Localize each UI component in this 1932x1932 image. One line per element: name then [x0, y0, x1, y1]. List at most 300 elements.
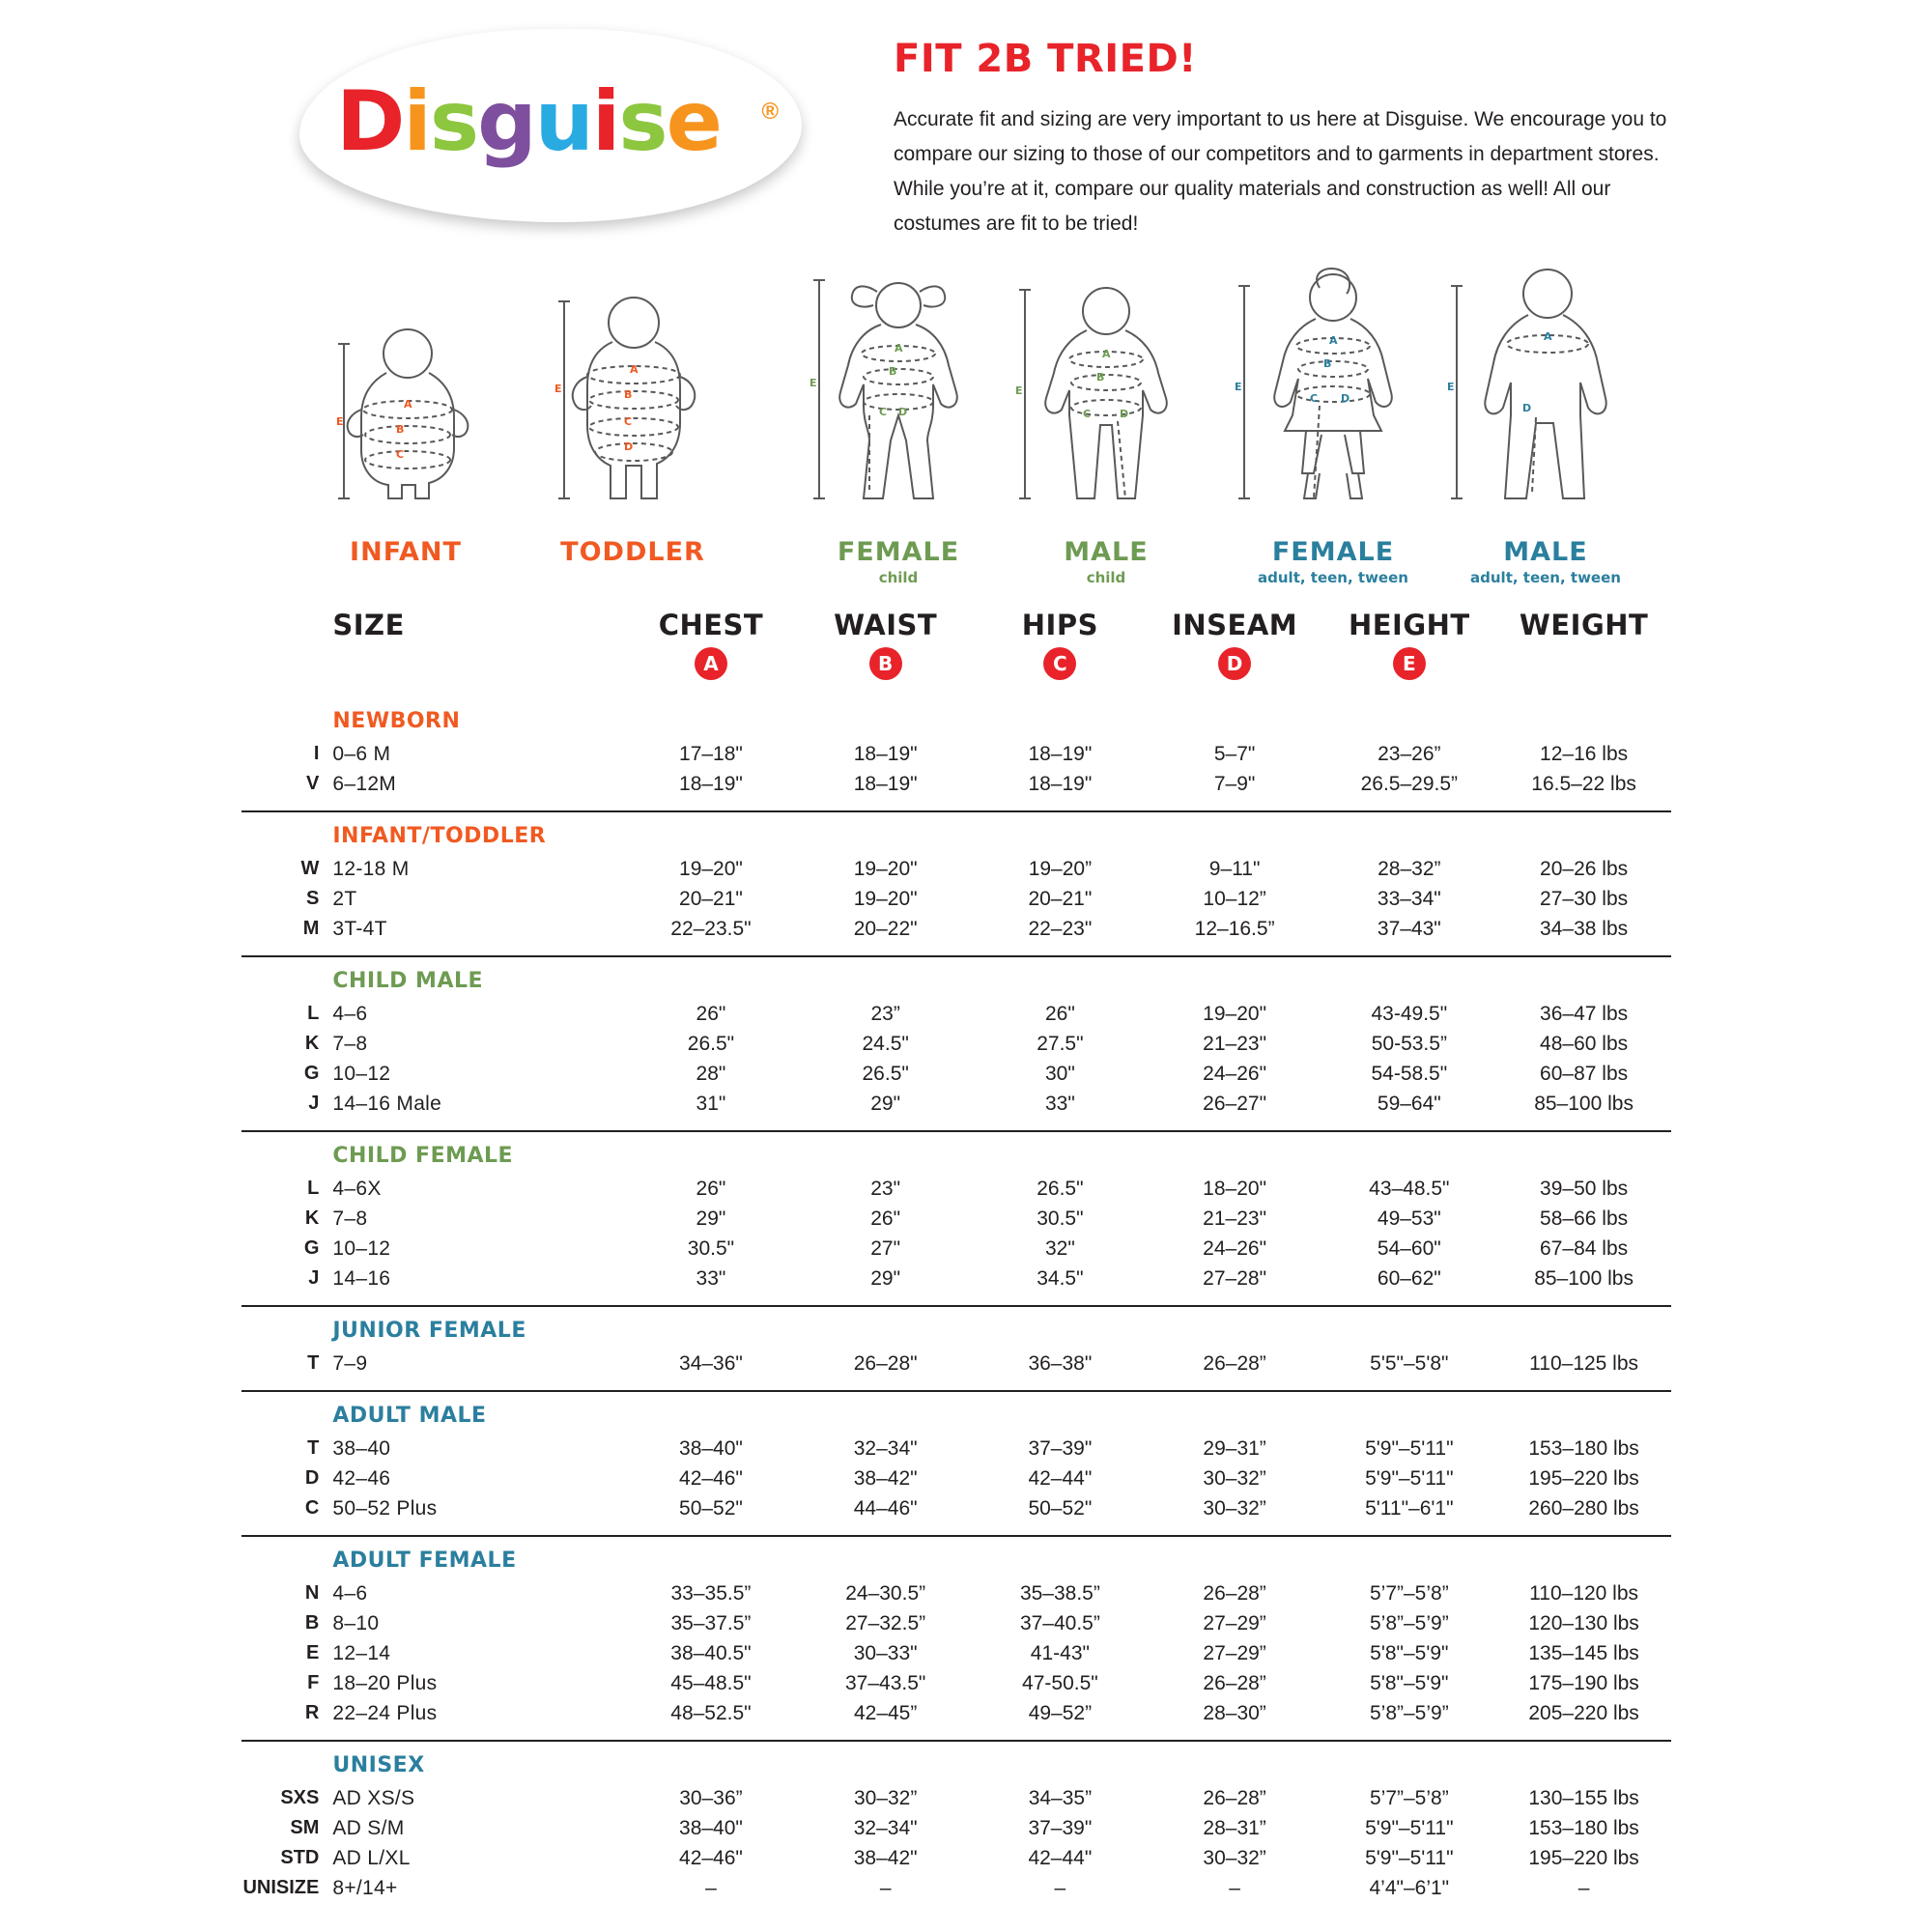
- row-size: 4–6: [332, 1581, 368, 1605]
- table-row: [242, 854, 1671, 884]
- table-row: [242, 1463, 1671, 1493]
- size-table: [242, 609, 1671, 1903]
- table-row: [242, 1578, 1671, 1608]
- svg-text:C: C: [1083, 408, 1092, 420]
- table-group-header: [242, 1741, 1671, 1783]
- row-hips: 30.5": [1037, 1207, 1084, 1230]
- figure-label: FEMALE: [1271, 537, 1395, 567]
- table-row: [242, 999, 1671, 1029]
- group-name: JUNIOR FEMALE: [332, 1319, 526, 1343]
- group-empty-cell: [973, 1391, 1148, 1434]
- table-row: [242, 1434, 1671, 1463]
- group-name: NEWBORN: [332, 709, 461, 733]
- logo-letter: s: [618, 73, 667, 170]
- group-empty-cell: [798, 956, 973, 999]
- row-code: G: [303, 1237, 320, 1259]
- female-adult-illustration: [1227, 251, 1439, 531]
- row-weight: 58–66 lbs: [1540, 1207, 1629, 1230]
- row-inseam: 30–32”: [1203, 1466, 1266, 1490]
- row-code: L: [307, 1003, 320, 1024]
- row-hips: 41-43": [1030, 1641, 1090, 1664]
- table-group-header: [242, 697, 1671, 739]
- badge-cell-hips: [973, 647, 1148, 697]
- row-waist: 26–28": [853, 1351, 918, 1375]
- group-empty-cell: [1148, 1131, 1322, 1174]
- table-row: [242, 1843, 1671, 1873]
- row-code: K: [304, 1208, 320, 1229]
- group-empty-cell: [1321, 1536, 1496, 1578]
- table-group-header: [242, 811, 1671, 854]
- row-waist: 20–22": [853, 917, 918, 940]
- row-chest: 33–35.5”: [670, 1581, 752, 1605]
- row-hips: 37–39": [1028, 1816, 1093, 1839]
- table-badge-row: [242, 647, 1671, 697]
- group-empty-cell: [1148, 1391, 1322, 1434]
- header-height: HEIGHT: [1348, 609, 1470, 641]
- row-size: 10–12: [332, 1062, 391, 1085]
- row-weight: 260–280 lbs: [1528, 1496, 1639, 1520]
- row-size: 8–10: [332, 1611, 380, 1634]
- row-height: 59–64": [1377, 1092, 1441, 1115]
- row-chest: 38–40": [679, 1436, 743, 1460]
- row-size: 12-18 M: [332, 857, 410, 880]
- group-name: ADULT MALE: [332, 1404, 487, 1428]
- logo-letter: e: [666, 73, 721, 170]
- logo-letter: i: [403, 73, 430, 170]
- row-chest: 26": [696, 1002, 726, 1025]
- badge-d: D: [1218, 647, 1251, 680]
- svg-text:B: B: [396, 423, 405, 436]
- row-height: 5’7”–5’8”: [1369, 1581, 1449, 1605]
- row-weight: 67–84 lbs: [1540, 1236, 1629, 1260]
- group-empty-cell: [1148, 697, 1322, 739]
- row-height: 43-49.5": [1371, 1002, 1448, 1025]
- row-height: 28–32”: [1378, 857, 1441, 880]
- group-empty-cell: [973, 697, 1148, 739]
- row-size: 4–6X: [332, 1177, 382, 1200]
- size-table-head: [242, 609, 1671, 697]
- badge-a: A: [695, 647, 727, 680]
- group-separator: [242, 1293, 1671, 1306]
- svg-text:B: B: [1096, 371, 1105, 384]
- row-inseam: 26–28”: [1203, 1671, 1266, 1694]
- row-code: D: [304, 1467, 320, 1489]
- row-chest: 19–20": [679, 857, 743, 880]
- group-empty-cell: [798, 1536, 973, 1578]
- row-height: 50-53.5”: [1371, 1032, 1447, 1055]
- row-waist: 29": [870, 1266, 901, 1290]
- row-chest: 35–37.5”: [670, 1611, 752, 1634]
- page-title: FIT 2B TRIED!: [894, 37, 1197, 81]
- row-height: 26.5–29.5”: [1360, 772, 1459, 795]
- group-name: CHILD FEMALE: [332, 1144, 514, 1168]
- row-inseam: 5–7": [1213, 742, 1256, 765]
- row-waist: 38–42": [853, 1466, 918, 1490]
- group-name: UNISEX: [332, 1753, 425, 1777]
- group-empty-cell: [1321, 1391, 1496, 1434]
- group-empty-cell: [1148, 1741, 1322, 1783]
- logo-letter: u: [534, 73, 592, 170]
- logo-letter: D: [336, 73, 404, 170]
- row-hips: 18–19": [1028, 772, 1093, 795]
- group-empty-cell: [1148, 1536, 1322, 1578]
- row-hips: 32": [1044, 1236, 1075, 1260]
- row-hips: 50–52": [1028, 1496, 1093, 1520]
- group-separator: [242, 1728, 1671, 1741]
- row-height: 5'8"–5'9": [1370, 1641, 1449, 1664]
- row-size: 12–14: [332, 1641, 391, 1664]
- registered-trademark-symbol: ®: [761, 99, 779, 125]
- row-chest: 34–36": [679, 1351, 743, 1375]
- table-group-header: [242, 956, 1671, 999]
- row-waist: 27": [870, 1236, 901, 1260]
- badge-cell-height: [1321, 647, 1496, 697]
- row-hips: 47-50.5": [1022, 1671, 1098, 1694]
- row-height: 5’7”–5’8”: [1369, 1786, 1449, 1809]
- row-size: AD XS/S: [332, 1786, 415, 1809]
- female-child-illustration: [802, 270, 995, 531]
- row-code: N: [304, 1582, 320, 1604]
- row-code: J: [308, 1093, 320, 1114]
- svg-text:E: E: [1235, 381, 1242, 393]
- row-weight: 110–120 lbs: [1529, 1581, 1639, 1605]
- group-empty-cell: [973, 1131, 1148, 1174]
- row-code: T: [307, 1437, 320, 1459]
- figure-sublabel: child: [1086, 569, 1126, 586]
- row-chest: 42–46": [679, 1846, 743, 1869]
- group-empty-cell: [798, 697, 973, 739]
- row-size: 50–52 Plus: [332, 1496, 438, 1520]
- figure-sublabel: child: [878, 569, 919, 586]
- group-empty-cell: [1148, 956, 1322, 999]
- row-weight: 20–26 lbs: [1540, 857, 1629, 880]
- row-size: 4–6: [332, 1002, 368, 1025]
- table-group-header: [242, 1131, 1671, 1174]
- row-size: 7–9: [332, 1351, 368, 1375]
- group-empty-cell: [973, 811, 1148, 854]
- row-height: 33–34": [1377, 887, 1441, 910]
- table-row: [242, 914, 1671, 944]
- row-inseam: 24–26": [1203, 1062, 1267, 1085]
- header: [0, 0, 1932, 261]
- row-chest: –: [705, 1876, 717, 1899]
- group-empty-cell: [624, 1391, 799, 1434]
- row-height: 5'9"–5'11": [1365, 1816, 1454, 1839]
- row-hips: 37–39": [1028, 1436, 1093, 1460]
- row-height: 5'11"–6'1": [1365, 1496, 1454, 1520]
- row-waist: 24.5": [862, 1032, 909, 1055]
- group-empty-cell: [1496, 1536, 1671, 1578]
- row-hips: 34–35”: [1028, 1786, 1093, 1809]
- row-weight: 153–180 lbs: [1528, 1436, 1639, 1460]
- row-inseam: 19–20": [1203, 1002, 1267, 1025]
- row-chest: 38–40": [679, 1816, 743, 1839]
- row-weight: 85–100 lbs: [1534, 1092, 1634, 1115]
- row-inseam: 26–28”: [1203, 1786, 1266, 1809]
- group-empty-cell: [798, 1741, 973, 1783]
- row-size: 38–40: [332, 1436, 391, 1460]
- row-size: AD S/M: [332, 1816, 405, 1839]
- table-row: [242, 884, 1671, 914]
- badge-b: B: [869, 647, 902, 680]
- group-empty-cell: [973, 956, 1148, 999]
- row-hips: 33": [1044, 1092, 1075, 1115]
- row-chest: 20–21": [679, 887, 743, 910]
- row-waist: 23": [870, 1177, 901, 1200]
- row-code: M: [302, 918, 320, 939]
- table-group-header: [242, 1391, 1671, 1434]
- row-waist: 27–32.5”: [845, 1611, 926, 1634]
- row-chest: 50–52": [679, 1496, 743, 1520]
- figure-sublabel: adult, teen, tween: [1470, 569, 1621, 586]
- row-weight: 195–220 lbs: [1528, 1466, 1639, 1490]
- row-waist: 32–34": [853, 1436, 918, 1460]
- row-height: 37–43": [1377, 917, 1441, 940]
- row-chest: 26": [696, 1177, 726, 1200]
- group-empty-cell: [798, 1306, 973, 1349]
- toddler-illustration: [541, 280, 724, 531]
- group-separator: [242, 944, 1671, 956]
- row-weight: 39–50 lbs: [1540, 1177, 1629, 1200]
- table-header-row: [242, 609, 1671, 647]
- row-weight: 85–100 lbs: [1534, 1266, 1634, 1290]
- row-inseam: 26–28”: [1203, 1581, 1266, 1605]
- row-size: 3T-4T: [332, 917, 387, 940]
- row-hips: 22–23": [1028, 917, 1093, 940]
- header-size: SIZE: [332, 609, 405, 641]
- figure-label: INFANT: [350, 537, 462, 567]
- row-waist: 29": [870, 1092, 901, 1115]
- size-table-body: [242, 697, 1671, 1903]
- row-waist: 26": [870, 1207, 901, 1230]
- header-hips: HIPS: [1021, 609, 1098, 641]
- row-code: I: [313, 743, 320, 764]
- group-code-spacer: [242, 1391, 332, 1434]
- logo-letter: s: [429, 73, 478, 170]
- row-hips: 30": [1044, 1062, 1075, 1085]
- header-weight: WEIGHT: [1519, 609, 1649, 641]
- row-chest: 30–36”: [679, 1786, 743, 1809]
- row-hips: 49–52”: [1028, 1701, 1093, 1724]
- group-empty-cell: [624, 1131, 799, 1174]
- figure-sublabel: adult, teen, tween: [1258, 569, 1408, 586]
- badge-cell-inseam: [1148, 647, 1322, 697]
- row-chest: 48–52.5": [670, 1701, 752, 1724]
- group-empty-cell: [1496, 1741, 1671, 1783]
- row-size: 14–16 Male: [332, 1092, 442, 1115]
- group-empty-cell: [1321, 956, 1496, 999]
- row-inseam: 24–26": [1203, 1236, 1267, 1260]
- badge-cell-weight: [1496, 647, 1671, 697]
- row-chest: 17–18": [679, 742, 743, 765]
- table-row: [242, 1059, 1671, 1089]
- row-waist: 24–30.5”: [845, 1581, 926, 1605]
- table-row: [242, 1493, 1671, 1523]
- row-waist: 26.5": [862, 1062, 909, 1085]
- header-chest: CHEST: [658, 609, 764, 641]
- infant-illustration: [319, 309, 493, 531]
- row-weight: 34–38 lbs: [1540, 917, 1629, 940]
- table-row: [242, 1029, 1671, 1059]
- badge-e: E: [1393, 647, 1426, 680]
- group-separator-line: [242, 799, 1671, 811]
- row-hips: 34.5": [1037, 1266, 1084, 1290]
- group-empty-cell: [1496, 697, 1671, 739]
- row-height: 5'8"–5'9": [1370, 1671, 1449, 1694]
- svg-text:D: D: [1120, 408, 1129, 420]
- table-row: [242, 1234, 1671, 1264]
- svg-text:A: A: [1102, 348, 1111, 360]
- row-waist: –: [879, 1876, 892, 1899]
- row-inseam: 21–23": [1203, 1032, 1267, 1055]
- group-empty-cell: [1496, 1391, 1671, 1434]
- row-chest: 33": [696, 1266, 726, 1290]
- group-empty-cell: [798, 811, 973, 854]
- group-separator: [242, 1119, 1671, 1131]
- row-hips: 37–40.5”: [1019, 1611, 1100, 1634]
- group-empty-cell: [1496, 956, 1671, 999]
- row-size: 22–24 Plus: [332, 1701, 438, 1724]
- group-separator: [242, 799, 1671, 811]
- row-weight: 175–190 lbs: [1528, 1671, 1639, 1694]
- group-empty-cell: [1321, 811, 1496, 854]
- group-separator: [242, 1523, 1671, 1536]
- svg-text:D: D: [624, 440, 634, 453]
- row-inseam: 29–31”: [1203, 1436, 1266, 1460]
- row-waist: 18–19": [853, 772, 918, 795]
- badge-cell-chest: [624, 647, 799, 697]
- row-chest: 28": [696, 1062, 726, 1085]
- svg-text:A: A: [404, 398, 412, 411]
- male-adult-illustration: [1439, 251, 1652, 531]
- row-size: 2T: [332, 887, 357, 910]
- figure-toddler: [541, 280, 724, 567]
- row-code: B: [304, 1612, 320, 1634]
- group-empty-cell: [798, 1391, 973, 1434]
- badge-size-spacer: [332, 647, 623, 697]
- row-chest: 22–23.5": [670, 917, 752, 940]
- svg-text:D: D: [1341, 392, 1350, 405]
- row-chest: 30.5": [687, 1236, 735, 1260]
- svg-text:E: E: [336, 415, 344, 428]
- group-empty-cell: [973, 1741, 1148, 1783]
- svg-text:A: A: [895, 342, 903, 355]
- row-waist: 18–19": [853, 742, 918, 765]
- row-chest: 29": [696, 1207, 726, 1230]
- row-hips: 26.5": [1037, 1177, 1084, 1200]
- figure-label: TODDLER: [560, 537, 705, 567]
- row-inseam: 7–9": [1213, 772, 1256, 795]
- group-code-spacer: [242, 1741, 332, 1783]
- svg-text:C: C: [396, 448, 405, 461]
- row-weight: 48–60 lbs: [1540, 1032, 1629, 1055]
- row-inseam: 28–31”: [1203, 1816, 1266, 1839]
- row-waist: 38–42": [853, 1846, 918, 1869]
- row-hips: 27.5": [1037, 1032, 1084, 1055]
- table-row: [242, 1174, 1671, 1204]
- group-code-spacer: [242, 1131, 332, 1174]
- row-height: 43–48.5": [1369, 1177, 1450, 1200]
- row-height: 5’8”–5’9”: [1369, 1611, 1449, 1634]
- header-inseam: INSEAM: [1172, 609, 1298, 641]
- group-code-spacer: [242, 697, 332, 739]
- row-hips: 35–38.5”: [1019, 1581, 1100, 1605]
- group-empty-cell: [624, 1536, 799, 1578]
- row-size: 6–12M: [332, 772, 397, 795]
- row-weight: 120–130 lbs: [1528, 1611, 1639, 1634]
- group-separator-line: [242, 1119, 1671, 1131]
- group-empty-cell: [624, 697, 799, 739]
- row-height: 54-58.5": [1371, 1062, 1448, 1085]
- row-weight: 60–87 lbs: [1540, 1062, 1629, 1085]
- badge-cell-waist: [798, 647, 973, 697]
- group-name: CHILD MALE: [332, 969, 484, 993]
- svg-text:C: C: [624, 415, 633, 428]
- row-hips: 19–20”: [1028, 857, 1093, 880]
- row-size: 10–12: [332, 1236, 391, 1260]
- row-inseam: 10–12”: [1203, 887, 1266, 910]
- row-chest: 42–46": [679, 1466, 743, 1490]
- group-empty-cell: [624, 811, 799, 854]
- group-separator: [242, 1378, 1671, 1391]
- group-code-spacer: [242, 956, 332, 999]
- row-code: F: [307, 1672, 320, 1693]
- table-row: [242, 769, 1671, 799]
- row-height: 5'9"–5'11": [1365, 1436, 1454, 1460]
- group-empty-cell: [1148, 811, 1322, 854]
- svg-text:A: A: [630, 363, 639, 376]
- row-height: 4’4"–6’1": [1369, 1876, 1450, 1899]
- row-chest: 26.5": [687, 1032, 735, 1055]
- row-code: J: [308, 1267, 320, 1289]
- table-group-header: [242, 1536, 1671, 1578]
- group-empty-cell: [1321, 1741, 1496, 1783]
- header-code-spacer: [242, 609, 332, 647]
- group-separator-line: [242, 1728, 1671, 1741]
- row-inseam: 27–29”: [1203, 1641, 1266, 1664]
- table-row: [242, 1608, 1671, 1638]
- row-chest: 18–19": [679, 772, 743, 795]
- row-size: 18–20 Plus: [332, 1671, 438, 1694]
- row-hips: 36–38": [1028, 1351, 1093, 1375]
- table-row: [242, 1264, 1671, 1293]
- svg-text:A: A: [1329, 334, 1338, 347]
- group-empty-cell: [624, 956, 799, 999]
- figure-female-adult: [1227, 251, 1439, 586]
- row-hips: 26": [1044, 1002, 1075, 1025]
- table-row: [242, 1698, 1671, 1728]
- row-height: 54–60": [1377, 1236, 1441, 1260]
- group-empty-cell: [973, 1536, 1148, 1578]
- row-inseam: 9–11": [1208, 857, 1261, 880]
- disguise-logo: [299, 29, 802, 232]
- group-empty-cell: [624, 1306, 799, 1349]
- group-name: ADULT FEMALE: [332, 1548, 517, 1573]
- row-height: 5'5"–5'8": [1370, 1351, 1449, 1375]
- row-size: 8+/14+: [332, 1876, 398, 1899]
- row-waist: 44–46": [853, 1496, 918, 1520]
- row-code: V: [306, 773, 320, 794]
- row-weight: 12–16 lbs: [1540, 742, 1629, 765]
- figure-male-adult: [1439, 251, 1652, 586]
- svg-text:B: B: [1323, 357, 1332, 370]
- svg-text:E: E: [1447, 381, 1455, 393]
- row-waist: 30–32”: [853, 1786, 918, 1809]
- badge-c: C: [1043, 647, 1076, 680]
- row-hips: 42–44": [1028, 1466, 1093, 1490]
- logo-letter: i: [591, 73, 619, 170]
- row-inseam: –: [1229, 1876, 1240, 1899]
